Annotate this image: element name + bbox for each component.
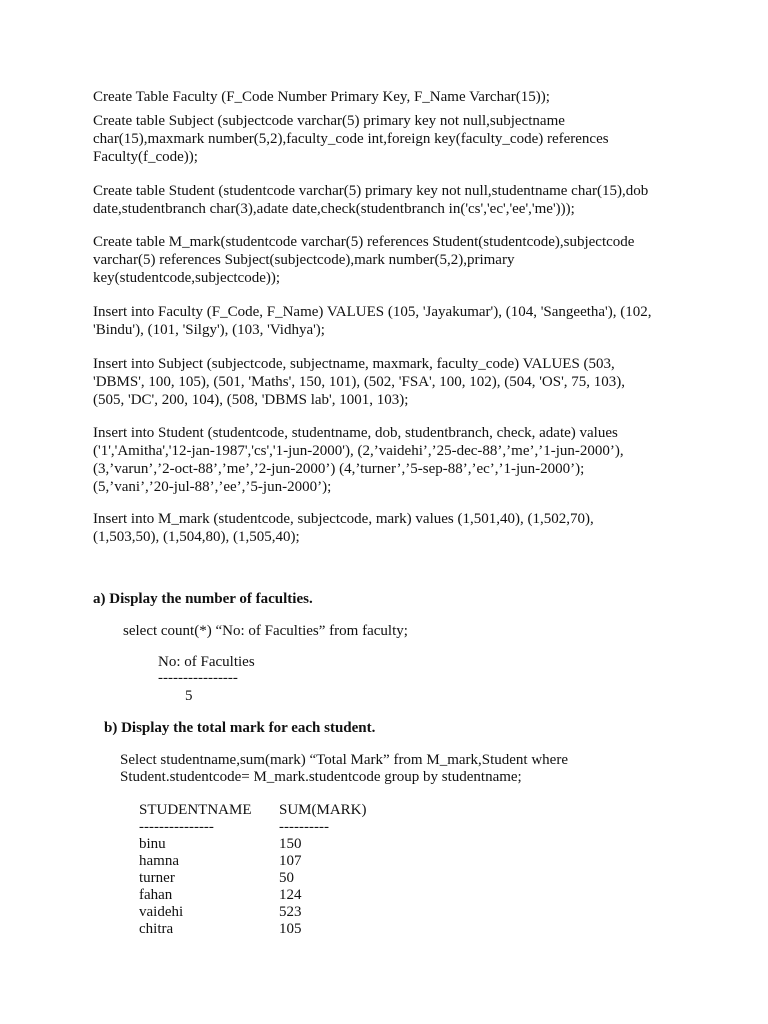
section-a-heading: a) Display the number of faculties. bbox=[93, 591, 313, 607]
row-studentname: binu bbox=[139, 836, 166, 852]
column-header-summark: SUM(MARK) bbox=[279, 802, 367, 818]
statement-line: 'Bindu'), (101, 'Silgy'), (103, 'Vidhya'); bbox=[93, 322, 325, 338]
statement-line: (505, 'DC', 200, 104), (508, 'DBMS lab', 1001, 103); bbox=[93, 392, 409, 408]
insert-subject-statement bbox=[93, 355, 693, 409]
statement-line: Insert into Subject (subjectcode, subjectname, maxmark, faculty_code) VALUES (503, bbox=[93, 356, 615, 372]
statement-line: Insert into Faculty (F_Code, F_Name) VALUES (105, 'Jayakumar'), (104, 'Sangeetha'), (102, bbox=[93, 304, 652, 320]
create-faculty-statement bbox=[93, 88, 693, 106]
section-a-result-value: 5 bbox=[185, 688, 193, 704]
insert-mmark-statement bbox=[93, 510, 693, 546]
statement-line: (5,’vani’,’20-jul-88’,’ee’,’5-jun-2000’); bbox=[93, 479, 332, 495]
create-mmark-statement bbox=[93, 233, 693, 287]
row-summark: 107 bbox=[279, 853, 302, 869]
statement-line: 'DBMS', 100, 105), (501, 'Maths', 150, 101), (502, 'FSA', 100, 102), (504, 'OS', 75, 103), bbox=[93, 374, 626, 390]
section-b-query-line: Select studentname,sum(mark) “Total Mark” from M_mark,Student where bbox=[120, 752, 568, 768]
statement-line: Create table Student (studentcode varchar(5) primary key not null,studentname char(15),dob bbox=[93, 183, 649, 199]
row-studentname: hamna bbox=[139, 853, 179, 869]
statement-line: (1,503,50), (1,504,80), (1,505,40); bbox=[93, 529, 300, 545]
row-summark: 105 bbox=[279, 921, 302, 937]
row-summark: 124 bbox=[279, 887, 302, 903]
row-summark: 523 bbox=[279, 904, 302, 920]
insert-faculty-statement bbox=[93, 303, 693, 339]
statement-line: Faculty(f_code)); bbox=[93, 149, 198, 165]
statement-line: Create Table Faculty (F_Code Number Primary Key, F_Name Varchar(15)); bbox=[93, 89, 550, 105]
statement-line: (3,’varun’,’2-oct-88’,’me’,’2-jun-2000’) (4,’turner’,’5-sep-88’,’ec’,’1-jun-2000’); bbox=[93, 461, 585, 477]
row-studentname: fahan bbox=[139, 887, 173, 903]
statement-line: Create table Subject (subjectcode varchar(5) primary key not null,subjectname bbox=[93, 113, 565, 129]
section-b-query-line: Student.studentcode= M_mark.studentcode group by studentname; bbox=[120, 769, 522, 785]
statement-line: Create table M_mark(studentcode varchar(5) references Student(studentcode),subjectcode bbox=[93, 234, 635, 250]
column-divider: --------------- bbox=[139, 819, 214, 835]
statement-line: char(15),maxmark number(5,2),faculty_code int,foreign key(faculty_code) references bbox=[93, 131, 609, 147]
create-student-statement bbox=[93, 182, 693, 218]
row-studentname: vaidehi bbox=[139, 904, 184, 920]
statement-line: Insert into M_mark (studentcode, subjectcode, mark) values (1,501,40), (1,502,70), bbox=[93, 511, 594, 527]
column-header-studentname: STUDENTNAME bbox=[139, 802, 252, 818]
section-a-query: select count(*) “No: of Faculties” from faculty; bbox=[123, 623, 408, 639]
section-a-result-divider: ---------------- bbox=[158, 670, 238, 686]
statement-line: varchar(5) references Subject(subjectcode),mark number(5,2),primary bbox=[93, 252, 515, 268]
statement-line: key(studentcode,subjectcode)); bbox=[93, 270, 281, 286]
column-divider: ---------- bbox=[279, 819, 329, 835]
row-studentname: chitra bbox=[139, 921, 174, 937]
create-subject-statement bbox=[93, 112, 693, 166]
insert-student-statement bbox=[93, 424, 693, 496]
section-a-result-header: No: of Faculties bbox=[158, 654, 255, 670]
row-summark: 50 bbox=[279, 870, 294, 886]
section-b-heading: b) Display the total mark for each student. bbox=[104, 720, 376, 736]
statement-line: date,studentbranch char(3),adate date,check(studentbranch in('cs','ec','ee','me'))); bbox=[93, 201, 575, 217]
statement-line: ('1','Amitha','12-jan-1987','cs','1-jun-2000'), (2,’vaidehi’,’25-dec-88’,’me’,’1-jun-2000’), bbox=[93, 443, 624, 459]
row-summark: 150 bbox=[279, 836, 302, 852]
statement-line: Insert into Student (studentcode, studentname, dob, studentbranch, check, adate) values bbox=[93, 425, 618, 441]
row-studentname: turner bbox=[139, 870, 175, 886]
